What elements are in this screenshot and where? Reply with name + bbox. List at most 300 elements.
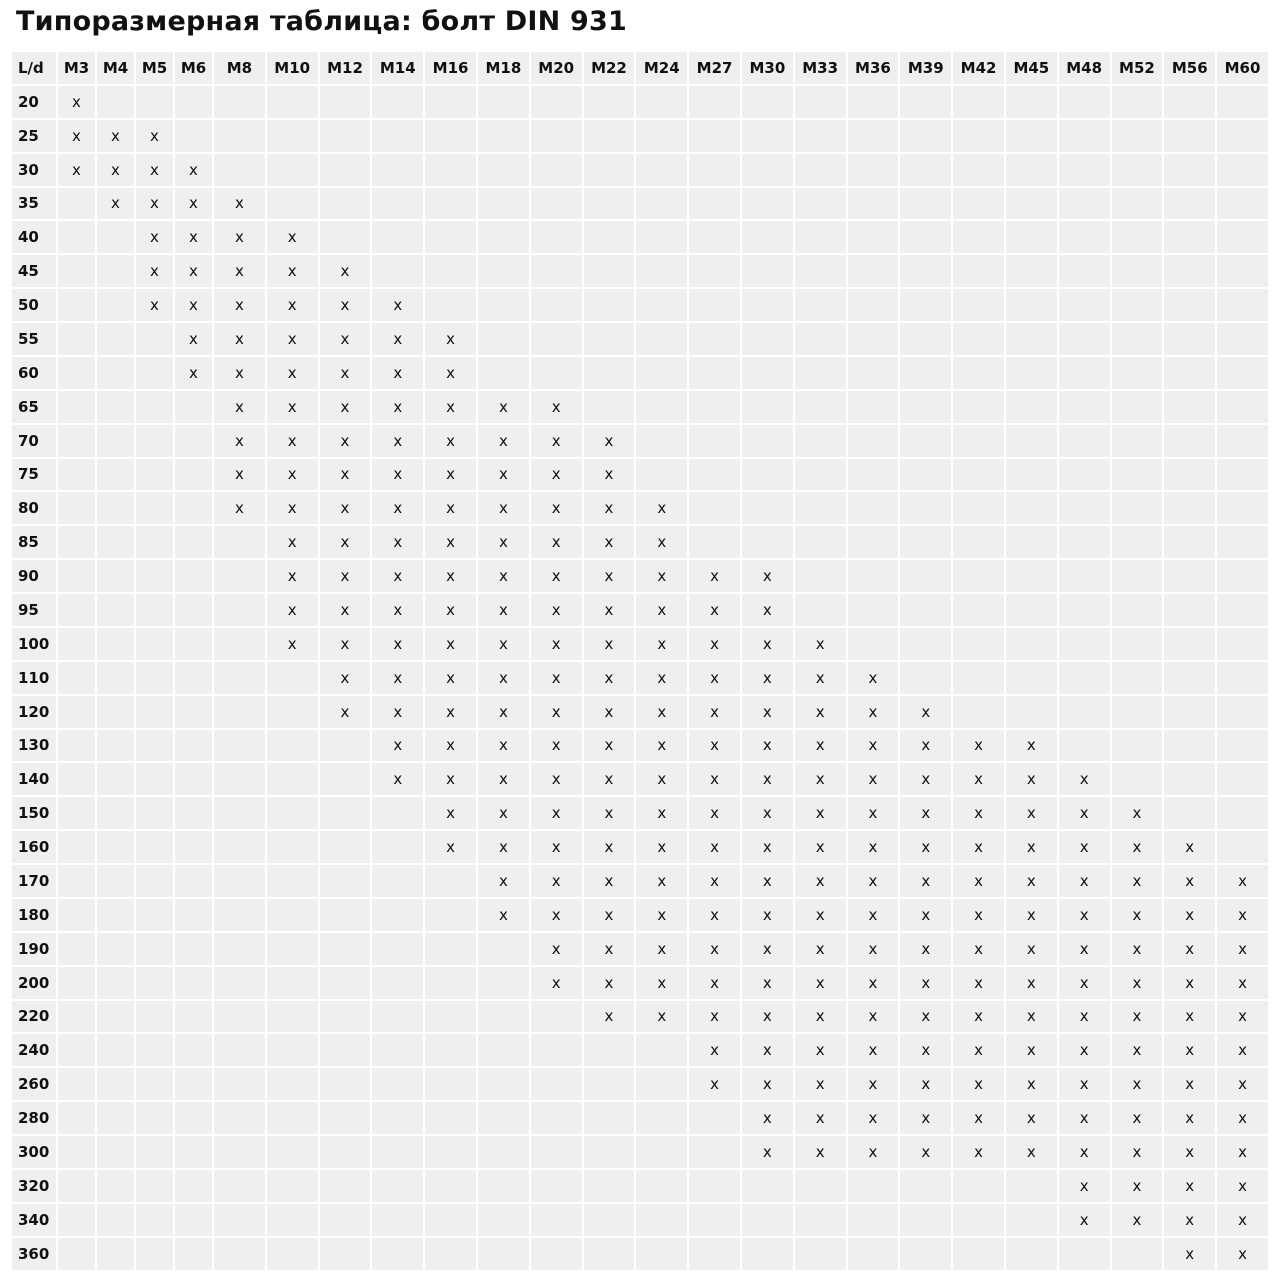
availability-cell bbox=[175, 797, 212, 829]
availability-cell: x bbox=[425, 560, 476, 592]
availability-cell bbox=[58, 1238, 95, 1270]
availability-cell: x bbox=[689, 696, 740, 728]
availability-cell bbox=[97, 730, 134, 762]
availability-cell bbox=[1217, 221, 1268, 253]
availability-cell: x bbox=[1059, 797, 1110, 829]
availability-cell bbox=[320, 86, 371, 118]
availability-cell bbox=[1006, 357, 1057, 389]
row-length-label: 150 bbox=[12, 797, 56, 829]
availability-cell bbox=[1217, 425, 1268, 457]
availability-cell bbox=[1059, 459, 1110, 491]
availability-cell: x bbox=[742, 1102, 793, 1134]
availability-cell: x bbox=[136, 154, 173, 186]
availability-cell: x bbox=[900, 1102, 951, 1134]
availability-cell bbox=[742, 357, 793, 389]
availability-cell bbox=[900, 255, 951, 287]
availability-cell bbox=[900, 459, 951, 491]
availability-cell bbox=[1217, 797, 1268, 829]
row-length-label: 240 bbox=[12, 1034, 56, 1066]
row-length-label: 55 bbox=[12, 323, 56, 355]
availability-cell bbox=[1059, 154, 1110, 186]
availability-cell bbox=[58, 1204, 95, 1236]
availability-cell: x bbox=[267, 357, 318, 389]
availability-cell: x bbox=[689, 865, 740, 897]
availability-cell bbox=[58, 763, 95, 795]
availability-cell bbox=[1059, 730, 1110, 762]
table-row bbox=[12, 1238, 1268, 1270]
availability-cell bbox=[372, 865, 423, 897]
availability-cell bbox=[175, 459, 212, 491]
column-header: M4 bbox=[97, 52, 134, 84]
availability-cell bbox=[175, 628, 212, 660]
availability-cell: x bbox=[97, 154, 134, 186]
table-row bbox=[12, 221, 1268, 253]
availability-cell bbox=[97, 492, 134, 524]
availability-cell bbox=[425, 86, 476, 118]
availability-cell bbox=[795, 391, 846, 423]
availability-cell bbox=[372, 933, 423, 965]
column-header: M14 bbox=[372, 52, 423, 84]
availability-cell: x bbox=[1217, 865, 1268, 897]
availability-cell bbox=[478, 1170, 529, 1202]
availability-cell: x bbox=[1006, 1136, 1057, 1168]
availability-cell bbox=[689, 459, 740, 491]
availability-cell: x bbox=[58, 86, 95, 118]
availability-cell bbox=[478, 933, 529, 965]
availability-cell: x bbox=[900, 730, 951, 762]
row-length-label: 95 bbox=[12, 594, 56, 626]
availability-cell bbox=[636, 221, 687, 253]
availability-cell bbox=[175, 1204, 212, 1236]
availability-cell: x bbox=[425, 763, 476, 795]
availability-cell: x bbox=[848, 831, 899, 863]
availability-cell bbox=[584, 86, 635, 118]
availability-cell bbox=[795, 255, 846, 287]
availability-cell bbox=[267, 1001, 318, 1033]
availability-cell bbox=[267, 1068, 318, 1100]
availability-cell bbox=[584, 357, 635, 389]
availability-cell: x bbox=[1217, 1068, 1268, 1100]
availability-cell bbox=[1006, 696, 1057, 728]
availability-cell: x bbox=[742, 1001, 793, 1033]
availability-cell: x bbox=[531, 933, 582, 965]
availability-cell bbox=[1112, 86, 1163, 118]
table-row bbox=[12, 933, 1268, 965]
availability-cell: x bbox=[1112, 1136, 1163, 1168]
availability-cell: x bbox=[372, 425, 423, 457]
availability-cell bbox=[1164, 628, 1215, 660]
availability-cell bbox=[97, 797, 134, 829]
availability-cell bbox=[900, 1204, 951, 1236]
availability-cell: x bbox=[372, 763, 423, 795]
availability-cell: x bbox=[636, 662, 687, 694]
availability-cell: x bbox=[636, 865, 687, 897]
availability-cell: x bbox=[1006, 730, 1057, 762]
availability-cell bbox=[320, 154, 371, 186]
availability-cell bbox=[136, 391, 173, 423]
availability-cell bbox=[136, 730, 173, 762]
availability-cell: x bbox=[742, 1068, 793, 1100]
row-length-label: 220 bbox=[12, 1001, 56, 1033]
availability-cell bbox=[742, 459, 793, 491]
availability-cell: x bbox=[1006, 763, 1057, 795]
availability-cell: x bbox=[848, 696, 899, 728]
availability-cell: x bbox=[900, 1001, 951, 1033]
availability-cell: x bbox=[136, 188, 173, 220]
availability-cell bbox=[531, 255, 582, 287]
availability-cell bbox=[795, 1204, 846, 1236]
availability-cell: x bbox=[425, 797, 476, 829]
availability-cell bbox=[1112, 391, 1163, 423]
availability-cell: x bbox=[1112, 1001, 1163, 1033]
row-length-label: 340 bbox=[12, 1204, 56, 1236]
availability-cell bbox=[584, 289, 635, 321]
row-length-label: 60 bbox=[12, 357, 56, 389]
availability-cell bbox=[1006, 492, 1057, 524]
row-length-label: 170 bbox=[12, 865, 56, 897]
availability-cell bbox=[175, 865, 212, 897]
availability-cell bbox=[848, 323, 899, 355]
availability-cell bbox=[953, 594, 1004, 626]
availability-cell bbox=[425, 1001, 476, 1033]
availability-cell bbox=[636, 1068, 687, 1100]
table-row bbox=[12, 323, 1268, 355]
availability-cell: x bbox=[742, 797, 793, 829]
availability-cell bbox=[584, 1204, 635, 1236]
availability-cell bbox=[848, 154, 899, 186]
availability-cell: x bbox=[531, 594, 582, 626]
availability-cell bbox=[58, 1068, 95, 1100]
availability-cell: x bbox=[1059, 865, 1110, 897]
availability-cell bbox=[953, 662, 1004, 694]
availability-cell bbox=[636, 255, 687, 287]
availability-cell: x bbox=[584, 696, 635, 728]
availability-cell: x bbox=[795, 831, 846, 863]
availability-cell bbox=[1217, 662, 1268, 694]
availability-cell bbox=[1006, 391, 1057, 423]
availability-cell bbox=[136, 594, 173, 626]
column-header: M52 bbox=[1112, 52, 1163, 84]
availability-cell bbox=[97, 1034, 134, 1066]
availability-cell: x bbox=[1112, 899, 1163, 931]
availability-cell: x bbox=[320, 323, 371, 355]
availability-cell: x bbox=[478, 696, 529, 728]
availability-cell bbox=[795, 594, 846, 626]
availability-cell bbox=[175, 1068, 212, 1100]
availability-cell bbox=[425, 933, 476, 965]
availability-cell bbox=[97, 1136, 134, 1168]
availability-cell bbox=[636, 1136, 687, 1168]
availability-cell bbox=[742, 86, 793, 118]
row-length-label: 120 bbox=[12, 696, 56, 728]
availability-cell: x bbox=[689, 763, 740, 795]
column-header: M8 bbox=[214, 52, 265, 84]
availability-cell bbox=[848, 459, 899, 491]
availability-cell bbox=[478, 221, 529, 253]
availability-cell bbox=[320, 933, 371, 965]
availability-cell: x bbox=[953, 933, 1004, 965]
availability-cell bbox=[1164, 459, 1215, 491]
availability-cell bbox=[795, 1238, 846, 1270]
availability-cell bbox=[267, 831, 318, 863]
availability-cell bbox=[1006, 323, 1057, 355]
availability-cell bbox=[689, 154, 740, 186]
availability-cell: x bbox=[953, 899, 1004, 931]
row-length-label: 30 bbox=[12, 154, 56, 186]
table-row bbox=[12, 1001, 1268, 1033]
row-length-label: 45 bbox=[12, 255, 56, 287]
row-length-label: 160 bbox=[12, 831, 56, 863]
availability-cell bbox=[58, 797, 95, 829]
availability-cell: x bbox=[953, 1034, 1004, 1066]
availability-cell bbox=[531, 1034, 582, 1066]
availability-cell bbox=[953, 323, 1004, 355]
availability-cell bbox=[689, 1238, 740, 1270]
availability-cell: x bbox=[636, 899, 687, 931]
row-length-label: 40 bbox=[12, 221, 56, 253]
availability-cell: x bbox=[267, 255, 318, 287]
availability-cell bbox=[689, 492, 740, 524]
availability-cell bbox=[58, 188, 95, 220]
availability-cell bbox=[425, 865, 476, 897]
table-row bbox=[12, 560, 1268, 592]
availability-cell bbox=[372, 797, 423, 829]
availability-cell bbox=[689, 120, 740, 152]
availability-cell: x bbox=[636, 628, 687, 660]
column-header: M33 bbox=[795, 52, 846, 84]
availability-cell: x bbox=[1006, 831, 1057, 863]
availability-cell bbox=[1059, 391, 1110, 423]
row-length-label: 35 bbox=[12, 188, 56, 220]
availability-cell bbox=[214, 696, 265, 728]
row-length-label: 75 bbox=[12, 459, 56, 491]
availability-cell: x bbox=[689, 899, 740, 931]
column-header: M16 bbox=[425, 52, 476, 84]
availability-cell bbox=[425, 899, 476, 931]
availability-cell: x bbox=[267, 221, 318, 253]
availability-cell bbox=[1217, 492, 1268, 524]
availability-cell: x bbox=[742, 594, 793, 626]
availability-cell: x bbox=[1217, 1001, 1268, 1033]
availability-cell: x bbox=[1217, 1034, 1268, 1066]
availability-cell bbox=[175, 696, 212, 728]
availability-cell bbox=[478, 357, 529, 389]
availability-cell bbox=[1164, 391, 1215, 423]
availability-cell bbox=[136, 1136, 173, 1168]
row-length-label: 200 bbox=[12, 967, 56, 999]
availability-cell: x bbox=[531, 899, 582, 931]
availability-cell bbox=[689, 1170, 740, 1202]
availability-cell bbox=[97, 1102, 134, 1134]
availability-cell bbox=[58, 933, 95, 965]
availability-cell bbox=[584, 1238, 635, 1270]
availability-cell bbox=[742, 120, 793, 152]
availability-cell bbox=[1006, 1204, 1057, 1236]
availability-cell bbox=[214, 831, 265, 863]
availability-cell: x bbox=[478, 492, 529, 524]
availability-cell: x bbox=[584, 425, 635, 457]
availability-cell bbox=[58, 357, 95, 389]
availability-cell bbox=[267, 120, 318, 152]
availability-cell: x bbox=[372, 662, 423, 694]
availability-cell bbox=[58, 492, 95, 524]
availability-cell bbox=[742, 1238, 793, 1270]
availability-cell bbox=[425, 255, 476, 287]
availability-cell: x bbox=[1112, 1204, 1163, 1236]
availability-cell bbox=[372, 1204, 423, 1236]
availability-cell bbox=[136, 899, 173, 931]
availability-cell bbox=[478, 1204, 529, 1236]
availability-cell: x bbox=[478, 560, 529, 592]
availability-cell: x bbox=[478, 899, 529, 931]
availability-cell bbox=[1059, 1238, 1110, 1270]
availability-cell: x bbox=[848, 865, 899, 897]
availability-cell bbox=[1112, 323, 1163, 355]
availability-cell: x bbox=[1164, 967, 1215, 999]
availability-cell bbox=[953, 357, 1004, 389]
availability-cell: x bbox=[478, 730, 529, 762]
availability-cell: x bbox=[425, 425, 476, 457]
availability-cell: x bbox=[584, 967, 635, 999]
availability-cell: x bbox=[372, 628, 423, 660]
availability-cell: x bbox=[900, 763, 951, 795]
table-row bbox=[12, 188, 1268, 220]
availability-cell: x bbox=[636, 526, 687, 558]
column-header: M48 bbox=[1059, 52, 1110, 84]
availability-cell bbox=[1112, 1238, 1163, 1270]
availability-cell bbox=[425, 1204, 476, 1236]
availability-cell bbox=[1006, 1170, 1057, 1202]
availability-cell bbox=[320, 221, 371, 253]
availability-cell: x bbox=[372, 560, 423, 592]
availability-cell bbox=[1164, 560, 1215, 592]
availability-cell bbox=[97, 1001, 134, 1033]
availability-cell bbox=[584, 1102, 635, 1134]
availability-cell bbox=[478, 1136, 529, 1168]
availability-cell bbox=[175, 933, 212, 965]
availability-cell: x bbox=[1164, 1102, 1215, 1134]
availability-cell: x bbox=[584, 730, 635, 762]
availability-cell: x bbox=[953, 831, 1004, 863]
availability-cell bbox=[175, 1001, 212, 1033]
availability-cell bbox=[58, 1170, 95, 1202]
availability-cell: x bbox=[848, 967, 899, 999]
availability-cell: x bbox=[1059, 831, 1110, 863]
availability-cell bbox=[320, 831, 371, 863]
availability-cell bbox=[97, 899, 134, 931]
table-row bbox=[12, 289, 1268, 321]
availability-cell: x bbox=[425, 662, 476, 694]
row-length-label: 100 bbox=[12, 628, 56, 660]
availability-cell: x bbox=[1006, 1102, 1057, 1134]
availability-cell bbox=[136, 1170, 173, 1202]
availability-cell bbox=[425, 1034, 476, 1066]
column-header: M22 bbox=[584, 52, 635, 84]
availability-cell bbox=[58, 459, 95, 491]
availability-cell: x bbox=[795, 696, 846, 728]
availability-cell bbox=[1164, 492, 1215, 524]
availability-cell bbox=[425, 188, 476, 220]
availability-cell: x bbox=[742, 628, 793, 660]
availability-cell bbox=[900, 425, 951, 457]
table-body bbox=[12, 86, 1268, 1270]
availability-cell bbox=[267, 899, 318, 931]
availability-cell: x bbox=[425, 357, 476, 389]
availability-cell bbox=[742, 1204, 793, 1236]
availability-cell bbox=[97, 391, 134, 423]
availability-cell bbox=[320, 797, 371, 829]
availability-cell: x bbox=[531, 763, 582, 795]
availability-cell bbox=[136, 1068, 173, 1100]
availability-cell bbox=[372, 255, 423, 287]
availability-cell bbox=[136, 865, 173, 897]
availability-cell bbox=[689, 391, 740, 423]
availability-cell bbox=[214, 763, 265, 795]
availability-cell: x bbox=[175, 154, 212, 186]
availability-cell bbox=[97, 628, 134, 660]
availability-cell bbox=[795, 188, 846, 220]
availability-cell bbox=[425, 1136, 476, 1168]
availability-cell bbox=[214, 1034, 265, 1066]
availability-cell bbox=[689, 357, 740, 389]
availability-cell bbox=[425, 967, 476, 999]
availability-cell bbox=[372, 899, 423, 931]
availability-cell bbox=[953, 255, 1004, 287]
availability-cell bbox=[953, 492, 1004, 524]
availability-cell: x bbox=[214, 425, 265, 457]
availability-cell bbox=[900, 357, 951, 389]
availability-cell bbox=[636, 1238, 687, 1270]
column-header: M18 bbox=[478, 52, 529, 84]
availability-cell bbox=[953, 628, 1004, 660]
column-header: M39 bbox=[900, 52, 951, 84]
availability-cell: x bbox=[478, 797, 529, 829]
availability-cell: x bbox=[689, 662, 740, 694]
availability-cell: x bbox=[267, 594, 318, 626]
availability-cell bbox=[795, 459, 846, 491]
row-length-label: 65 bbox=[12, 391, 56, 423]
availability-cell: x bbox=[689, 933, 740, 965]
availability-cell bbox=[531, 1068, 582, 1100]
availability-cell: x bbox=[372, 594, 423, 626]
availability-cell bbox=[175, 526, 212, 558]
availability-cell bbox=[175, 1034, 212, 1066]
availability-cell: x bbox=[1006, 967, 1057, 999]
availability-cell bbox=[478, 289, 529, 321]
availability-cell bbox=[1006, 154, 1057, 186]
availability-cell bbox=[320, 1238, 371, 1270]
availability-cell bbox=[175, 594, 212, 626]
availability-cell: x bbox=[1217, 1170, 1268, 1202]
table-row bbox=[12, 797, 1268, 829]
availability-cell: x bbox=[531, 730, 582, 762]
availability-cell bbox=[531, 1102, 582, 1134]
availability-cell bbox=[1112, 255, 1163, 287]
availability-cell: x bbox=[1112, 933, 1163, 965]
availability-cell: x bbox=[97, 188, 134, 220]
availability-cell bbox=[1112, 594, 1163, 626]
availability-cell: x bbox=[58, 154, 95, 186]
availability-cell: x bbox=[636, 933, 687, 965]
availability-cell bbox=[1217, 154, 1268, 186]
availability-cell bbox=[97, 662, 134, 694]
availability-cell bbox=[1217, 831, 1268, 863]
availability-cell bbox=[1112, 526, 1163, 558]
availability-cell bbox=[953, 560, 1004, 592]
availability-cell: x bbox=[425, 459, 476, 491]
table-row bbox=[12, 1102, 1268, 1134]
availability-cell: x bbox=[848, 1001, 899, 1033]
